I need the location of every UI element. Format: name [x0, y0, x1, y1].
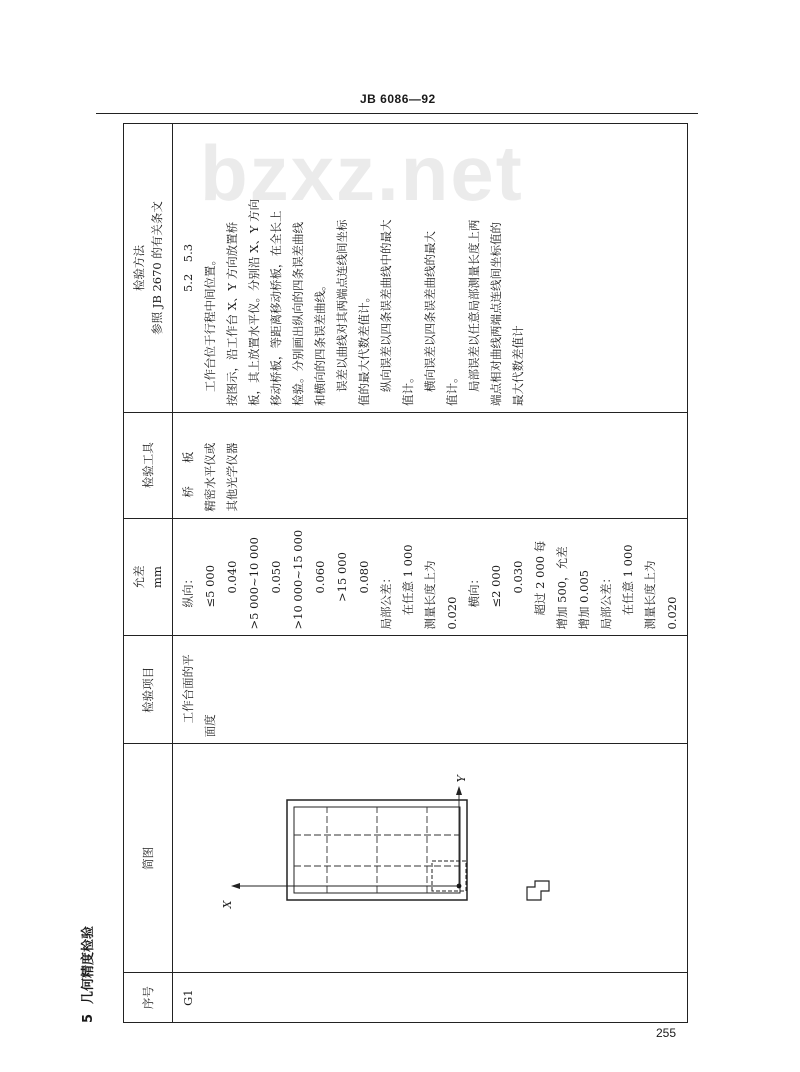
header-tolerance-unit: mm [150, 566, 164, 588]
row-number: G1 [173, 973, 688, 1023]
method-line: 按图示，沿工作台 X、Y 方向放置桥 [225, 221, 239, 406]
tolerance-line: 在任意 1 000 [401, 544, 415, 616]
tolerance-line: 在任意 1 000 [621, 544, 635, 616]
method-line: 最大代数差值计 [511, 325, 525, 406]
axis-y-label: Y [455, 775, 468, 783]
method-line: 值计。 [445, 371, 459, 406]
x-axis-arrow [231, 883, 240, 889]
header-diagram: 简图 [124, 744, 173, 973]
tolerance-line: 测量长度上为 [423, 560, 437, 630]
method-line: 移动桥板，等距离移动桥板，在全长上 [269, 210, 283, 406]
header-method-label: 检验方法 [132, 244, 146, 291]
tool-line: 桥 板 [181, 451, 195, 498]
header-tolerance [124, 518, 173, 636]
section-number: 5 [81, 1013, 96, 1023]
standard-number: JB 6086—92 [360, 92, 436, 106]
header-item: 检验项目 [124, 636, 173, 744]
tolerance-line: ≤2 000 [489, 564, 503, 608]
tolerance-line: >5 000~10 000 [247, 537, 261, 630]
method-cell [173, 124, 688, 413]
tolerance-line: 0.020 [445, 596, 459, 630]
method-line: 值的最大代数差值计。 [357, 290, 371, 406]
item-line: 面度 [203, 714, 217, 738]
tool-line: 其他光学仪器 [225, 442, 239, 512]
inspection-table [123, 123, 688, 1023]
header-tolerance-label: 允差 [132, 565, 146, 589]
rotated-content [81, 123, 683, 1023]
tolerance-line: 纵向： [181, 573, 195, 608]
tolerance-line: 增加 0.005 [577, 569, 591, 630]
section-title [77, 926, 96, 1023]
tolerance-line: 0.030 [511, 560, 525, 594]
tolerance-line: 0.060 [313, 560, 327, 594]
method-line: 值计。 [401, 371, 415, 406]
diagram-cell [173, 744, 688, 973]
watermark: bzxz.net [200, 129, 524, 217]
section-heading: 几何精度检验 [81, 925, 96, 1004]
level-icon [527, 881, 549, 900]
header-method-ref: 参照 JB 2670 的有关条文 [150, 201, 164, 335]
method-line: 局部误差以任意局部测量长度上两 [467, 219, 481, 392]
tolerance-line: 0.080 [357, 560, 371, 594]
tolerance-line: 局部公差： [379, 572, 393, 630]
tolerance-line: ≤5 000 [203, 564, 217, 608]
method-line: 板，其上放置水平仪。分别沿 X、Y 方向 [247, 198, 261, 406]
tolerance-line: 测量长度上为 [643, 560, 657, 630]
header-tools: 检验工具 [124, 412, 173, 518]
method-line: 纵向误差以四条误差曲线中的最大 [379, 219, 393, 392]
tolerance-line: 0.020 [665, 596, 679, 630]
header-no: 序号 [124, 973, 173, 1023]
tolerance-line: 增加 500，允差 [555, 546, 569, 630]
tolerance-line: >10 000~15 000 [291, 529, 305, 630]
measurement-grid [294, 807, 460, 893]
item-cell [173, 636, 688, 744]
worktable-diagram [177, 750, 677, 966]
method-line: 和横向的四条误差曲线。 [313, 279, 327, 406]
tolerance-line: 0.040 [225, 560, 239, 594]
tolerance-line: 超过 2 000 每 [533, 540, 547, 616]
page-number: 255 [656, 1026, 677, 1040]
tool-line: 精密水平仪或 [203, 442, 217, 512]
method-line: 横向误差以四条误差曲线的最大 [423, 230, 437, 392]
method-line: 5.2 5.3 [181, 243, 195, 293]
method-line: 检验。分别画出纵向的四条误差曲线 [291, 221, 305, 406]
table-header-row [124, 124, 173, 1023]
tolerance-line: 横向： [467, 573, 481, 608]
diagram [177, 750, 677, 966]
table-row [173, 124, 688, 1023]
method-line: 误差以曲线对其两端点连线间坐标 [335, 219, 349, 392]
tolerance-cell [173, 518, 688, 636]
header-method [124, 124, 173, 413]
method-line: 工作台位于行程中间位置。 [203, 253, 217, 392]
tolerance-line: 局部公差： [599, 572, 613, 630]
method-line: 端点相对曲线两端点连线间坐标值的 [489, 221, 503, 406]
header-rule [96, 113, 698, 114]
y-axis-arrow [456, 786, 462, 795]
tolerance-line: >15 000 [335, 552, 349, 602]
tools-cell [173, 412, 688, 518]
tolerance-line: 0.050 [269, 560, 283, 594]
item-line: 工作台面的平 [181, 654, 195, 724]
axis-x-label: X [221, 900, 234, 909]
